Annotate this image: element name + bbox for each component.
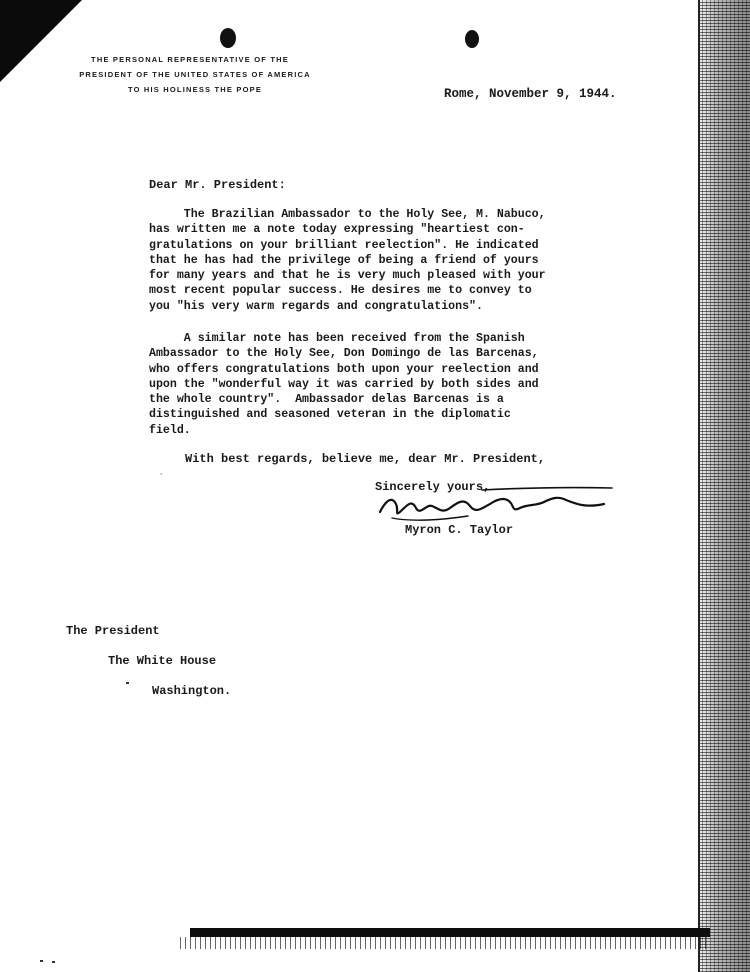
scan-bottom-speckle — [180, 937, 710, 949]
letterhead-line: PRESIDENT OF THE UNITED STATES OF AMERICA — [79, 70, 311, 79]
punch-hole — [220, 28, 236, 48]
stray-dot — [40, 960, 43, 962]
letterhead — [40, 52, 350, 97]
body-paragraph — [149, 331, 539, 438]
scan-bottom-edge — [190, 928, 710, 937]
body-line: the whole country". Ambassador delas Barcenas is a — [149, 393, 504, 407]
body-line: field. — [149, 423, 191, 437]
stray-dot — [126, 682, 129, 684]
body-line: that he has had the privilege of being a friend of yours — [149, 253, 539, 267]
body-paragraph — [149, 207, 546, 314]
body-line: distinguished and seasoned veteran in the diplomatic — [149, 408, 511, 422]
addressee-line: The President — [66, 624, 160, 638]
signer-name: Myron C. Taylor — [405, 523, 514, 537]
body-line: A similar note has been received from the Spanish — [149, 332, 525, 345]
salutation: Dear Mr. President: — [149, 178, 286, 192]
stray-dot — [52, 961, 55, 963]
punch-hole — [465, 30, 479, 48]
stray-ink-mark: ʿ — [158, 473, 165, 485]
complimentary-close: Sincerely yours, — [375, 480, 491, 494]
addressee-line: Washington. — [152, 684, 232, 698]
body-line: who offers congratulations both upon your reelection and — [149, 362, 539, 376]
body-line: for many years and that he is very much pleased with your — [149, 269, 546, 283]
letterhead-line: THE PERSONAL REPRESENTATIVE OF THE — [91, 55, 289, 64]
closing-line: With best regards, believe me, dear Mr. President, — [185, 452, 546, 466]
letterhead-line: TO HIS HOLINESS THE POPE — [127, 85, 263, 94]
date-line: Rome, November 9, 1944. — [444, 87, 617, 101]
body-line: gratulations on your brilliant reelection". He indicated — [149, 238, 539, 252]
scan-edge-line — [698, 0, 700, 972]
addressee-line: The White House — [108, 654, 217, 668]
body-line: The Brazilian Ambassador to the Holy See, M. Nabuco, — [149, 208, 546, 221]
body-line: Ambassador to the Holy See, Don Domingo de las Barcenas, — [149, 347, 539, 361]
body-line: most recent popular success. He desires me to convey to — [149, 284, 532, 298]
scan-right-edge — [698, 0, 750, 972]
body-line: you "his very warm regards and congratulations". — [149, 299, 483, 313]
body-line: upon the "wonderful way it was carried by both sides and — [149, 377, 539, 391]
body-line: has written me a note today expressing "heartiest con- — [149, 223, 525, 237]
handwritten-signature — [372, 478, 622, 528]
